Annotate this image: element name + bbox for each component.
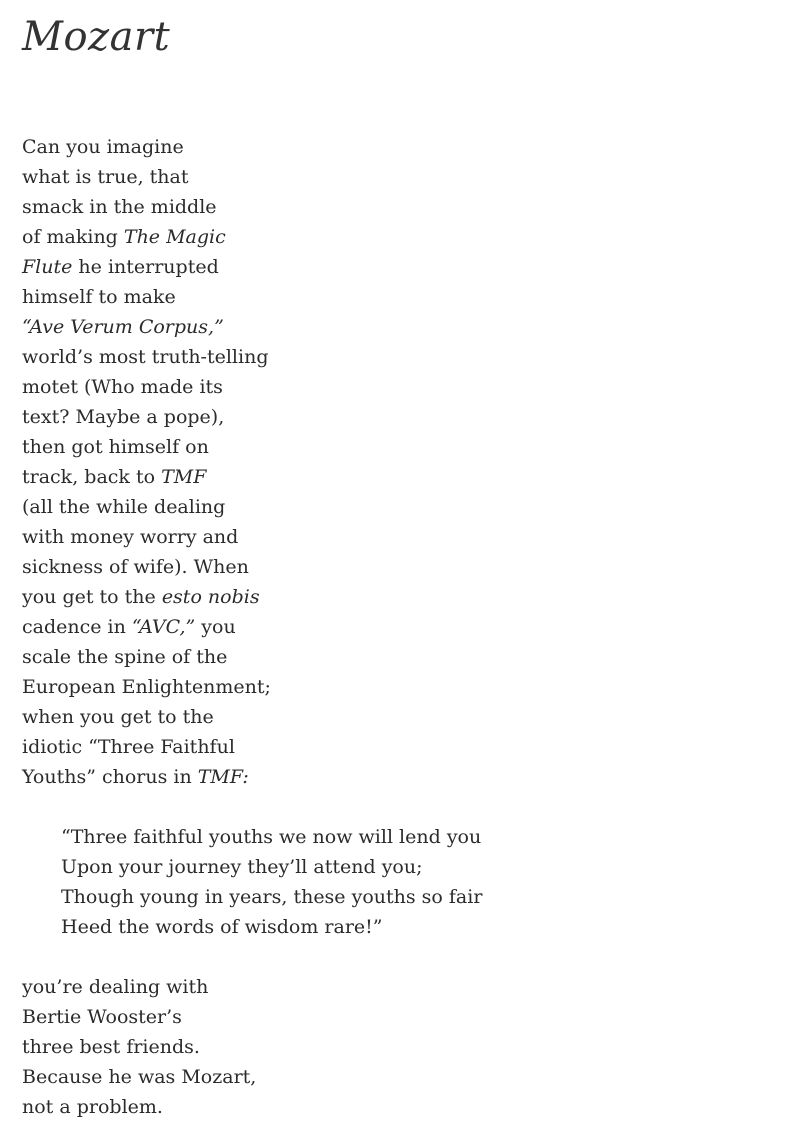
- italic-text: “Ave Verum Corpus,”: [22, 316, 224, 338]
- line-text: then got himself on: [22, 436, 209, 458]
- line-text: what is true, that: [22, 166, 189, 188]
- poem-line: [22, 552, 482, 582]
- line-text: himself to make: [22, 286, 176, 308]
- line-text: you get to the: [22, 586, 162, 608]
- poem-line: [22, 282, 482, 312]
- line-text: European Enlightenment;: [22, 676, 271, 698]
- line-text: you: [195, 616, 236, 638]
- italic-text: TMF:: [197, 766, 249, 788]
- line-text: Can you imagine: [22, 136, 184, 158]
- poem-line: [22, 432, 482, 462]
- poem-line: [22, 372, 482, 402]
- quote-line: [61, 882, 482, 912]
- poem-line: [22, 492, 482, 522]
- line-text: idiotic “Three Faithful: [22, 736, 235, 758]
- line-text: sickness of wife). When: [22, 556, 249, 578]
- line-text: text? Maybe a pope),: [22, 406, 225, 428]
- line-text: not a problem.: [22, 1096, 163, 1118]
- line-text: three best friends.: [22, 1036, 200, 1058]
- line-text: world’s most truth-telling: [22, 346, 269, 368]
- poem-line: [22, 762, 482, 792]
- poem-line: [22, 162, 482, 192]
- italic-text: esto nobis: [161, 586, 260, 608]
- poem-line: [22, 642, 482, 672]
- poem-line: [22, 612, 482, 642]
- stanza-break: [22, 942, 482, 972]
- line-text: of making: [22, 226, 124, 248]
- line-text: Bertie Wooster’s: [22, 1006, 182, 1028]
- italic-text: The Magic: [123, 226, 226, 248]
- line-text: Upon your journey they’ll attend you;: [61, 856, 423, 878]
- poem-line: [22, 222, 482, 252]
- poem-body: [22, 132, 482, 1122]
- poem-line: [22, 462, 482, 492]
- line-text: you’re dealing with: [22, 976, 209, 998]
- italic-text: Flute: [22, 256, 73, 278]
- poem-line: [22, 342, 482, 372]
- stanza-2: [22, 972, 482, 1122]
- line-text: “Three faithful youths we now will lend you: [61, 826, 482, 848]
- line-text: scale the spine of the: [22, 646, 228, 668]
- poem-line: [22, 312, 482, 342]
- poem-line: [22, 402, 482, 432]
- line-text: with money worry and: [22, 526, 239, 548]
- poem-line: [22, 1092, 482, 1122]
- poem-line: [22, 972, 482, 1002]
- line-text: Because he was Mozart,: [22, 1066, 257, 1088]
- poem-line: [22, 132, 482, 162]
- line-text: (all the while dealing: [22, 496, 226, 518]
- quote-line: [61, 822, 482, 852]
- poem-line: [22, 1032, 482, 1062]
- poem-line: [22, 582, 482, 612]
- line-text: track, back to: [22, 466, 162, 488]
- stanza-break: [22, 792, 482, 822]
- quote-line: [61, 912, 482, 942]
- poem-title: Mozart: [22, 14, 171, 60]
- line-text: Though young in years, these youths so fair: [61, 886, 483, 908]
- italic-text: “AVC,”: [131, 616, 196, 638]
- poem-line: [22, 252, 482, 282]
- poem-line: [22, 522, 482, 552]
- poem-line: [22, 672, 482, 702]
- line-text: when you get to the: [22, 706, 214, 728]
- poem-line: [22, 732, 482, 762]
- line-text: motet (Who made its: [22, 376, 223, 398]
- line-text: Youths” chorus in: [22, 766, 198, 788]
- line-text: Heed the words of wisdom rare!”: [61, 916, 383, 938]
- quoted-chorus: [22, 822, 482, 942]
- quote-line: [61, 852, 482, 882]
- poem-line: [22, 1002, 482, 1032]
- italic-text: TMF: [161, 466, 207, 488]
- line-text: cadence in: [22, 616, 132, 638]
- line-text: smack in the middle: [22, 196, 217, 218]
- poem-line: [22, 702, 482, 732]
- poem-line: [22, 1062, 482, 1092]
- line-text: he interrupted: [72, 256, 219, 278]
- poem-line: [22, 192, 482, 222]
- stanza-1: [22, 132, 482, 792]
